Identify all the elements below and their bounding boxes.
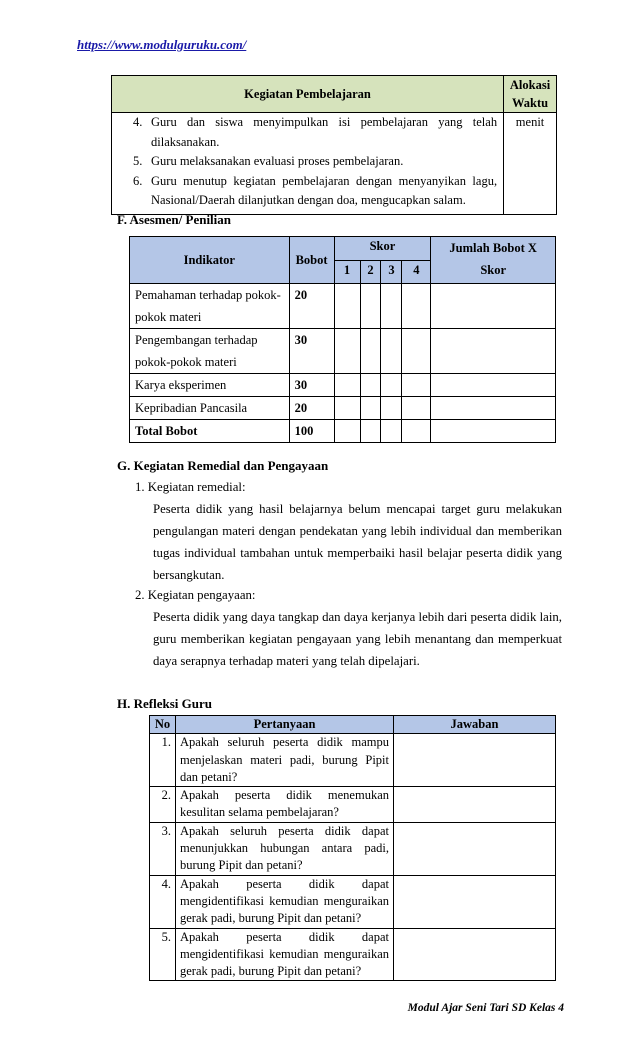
refleksi-no: 5. (150, 928, 176, 981)
footer-title: Modul Ajar Seni Tari SD Kelas 4 (407, 1002, 564, 1014)
asesmen-skor-level: 1 (334, 260, 360, 284)
remedial-label: 1. Kegiatan remedial: (135, 480, 246, 494)
asesmen-total-value: 100 (289, 420, 334, 443)
asesmen-row (130, 329, 556, 374)
refleksi-question: Apakah seluruh peserta didik dapat menunjukkan hubungan antara padi, burung Pipit dan petani? (176, 822, 394, 875)
kegiatan-item: 6. Guru menutup kegiatan pembelajaran dengan menyanyikan lagu, Nasional/Daerah dilanjutkan dengan doa, mengucapkan salam. (133, 173, 498, 207)
kegiatan-item: 5. Guru melaksanakan evaluasi proses pembelajaran. (133, 154, 404, 168)
remedial-text: Peserta didik yang hasil belajarnya belum mencapai target guru melakukan pengulangan materi dengan pendekatan yang lebih individual dan memberikan tugas individual tambahan untuk memperbaiki hasil belajar peserta didik yang bersangkutan. (153, 502, 562, 582)
asesmen-bobot: 30 (289, 374, 334, 397)
asesmen-col-jumlah: Jumlah Bobot X Skor (431, 237, 556, 284)
asesmen-row (130, 284, 556, 329)
asesmen-indikator: Pemahaman terhadap pokok-pokok materi (130, 284, 290, 329)
asesmen-indikator: Kepribadian Pancasila (130, 397, 290, 420)
asesmen-skor-level: 3 (381, 260, 402, 284)
refleksi-question: Apakah peserta didik dapat mengidentifikasi kemudian menguraikan gerak padi, burung Pipit dan petani? (176, 875, 394, 928)
asesmen-col-bobot: Bobot (289, 237, 334, 284)
kegiatan-col-time (504, 76, 557, 113)
asesmen-total-label: Total Bobot (130, 420, 290, 443)
asesmen-table (129, 236, 556, 443)
pengayaan-text: Peserta didik yang daya tangkap dan daya kerjanya lebih dari peserta didik lain, guru memberikan kegiatan pengayaan yang lebih menantang dan memperkuat daya serapnya terhadap materi yang telah dipelajari. (153, 610, 562, 668)
asesmen-indikator: Pengembangan terhadap pokok-pokok materi (130, 329, 290, 374)
asesmen-bobot: 30 (289, 329, 334, 374)
kegiatan-header-row (112, 76, 557, 113)
refleksi-col-pertanyaan: Pertanyaan (176, 716, 394, 734)
asesmen-total-row (130, 420, 556, 443)
kegiatan-activity-list (112, 113, 503, 211)
refleksi-row (150, 787, 556, 823)
refleksi-row (150, 734, 556, 787)
refleksi-question: Apakah peserta didik dapat mengidentifikasi kemudian menguraikan gerak padi, burung Pipit dan petani? (176, 928, 394, 981)
asesmen-indikator: Karya eksperimen (130, 374, 290, 397)
pengayaan-label: 2. Kegiatan pengayaan: (135, 588, 256, 602)
kegiatan-col-time-line1: Alokasi (509, 78, 551, 92)
header-url[interactable]: https://www.modulguruku.com/ (77, 37, 247, 52)
kegiatan-item: 4. Guru dan siswa menyimpulkan isi pembelajaran yang telah dilaksanakan. (133, 115, 498, 149)
refleksi-col-jawaban: Jawaban (394, 716, 556, 734)
refleksi-answer[interactable] (394, 928, 556, 981)
asesmen-col-skor: Skor (334, 237, 431, 261)
section-f-heading: F. Asesmen/ Penilian (117, 212, 232, 227)
asesmen-skor-level: 4 (402, 260, 431, 284)
refleksi-answer[interactable] (394, 787, 556, 823)
kegiatan-activity-cell (112, 113, 504, 215)
refleksi-row (150, 822, 556, 875)
asesmen-bobot: 20 (289, 397, 334, 420)
refleksi-table (149, 715, 556, 981)
refleksi-question: Apakah seluruh peserta didik mampu menjelaskan materi padi, burung Pipit dan petani? (176, 734, 394, 787)
refleksi-answer[interactable] (394, 875, 556, 928)
kegiatan-col-time-line2: Waktu (511, 96, 549, 110)
refleksi-no: 3. (150, 822, 176, 875)
kegiatan-body-row (112, 113, 557, 215)
asesmen-bobot: 20 (289, 284, 334, 329)
asesmen-row (130, 374, 556, 397)
refleksi-row (150, 875, 556, 928)
refleksi-row (150, 928, 556, 981)
kegiatan-col-activity: Kegiatan Pembelajaran (112, 76, 504, 113)
section-h-heading: H. Refleksi Guru (117, 696, 212, 711)
kegiatan-table (111, 75, 557, 215)
section-g-heading: G. Kegiatan Remedial dan Pengayaan (117, 458, 329, 473)
refleksi-no: 1. (150, 734, 176, 787)
asesmen-skor-level: 2 (360, 260, 381, 284)
kegiatan-time-cell: menit (504, 113, 557, 215)
refleksi-no: 4. (150, 875, 176, 928)
refleksi-answer[interactable] (394, 822, 556, 875)
refleksi-no: 2. (150, 787, 176, 823)
asesmen-row (130, 397, 556, 420)
asesmen-header-row (130, 237, 556, 261)
refleksi-header-row (150, 716, 556, 734)
refleksi-col-no: No (150, 716, 176, 734)
asesmen-col-indikator: Indikator (130, 237, 290, 284)
refleksi-question: Apakah peserta didik menemukan kesulitan selama pembelajaran? (176, 787, 394, 823)
refleksi-answer[interactable] (394, 734, 556, 787)
